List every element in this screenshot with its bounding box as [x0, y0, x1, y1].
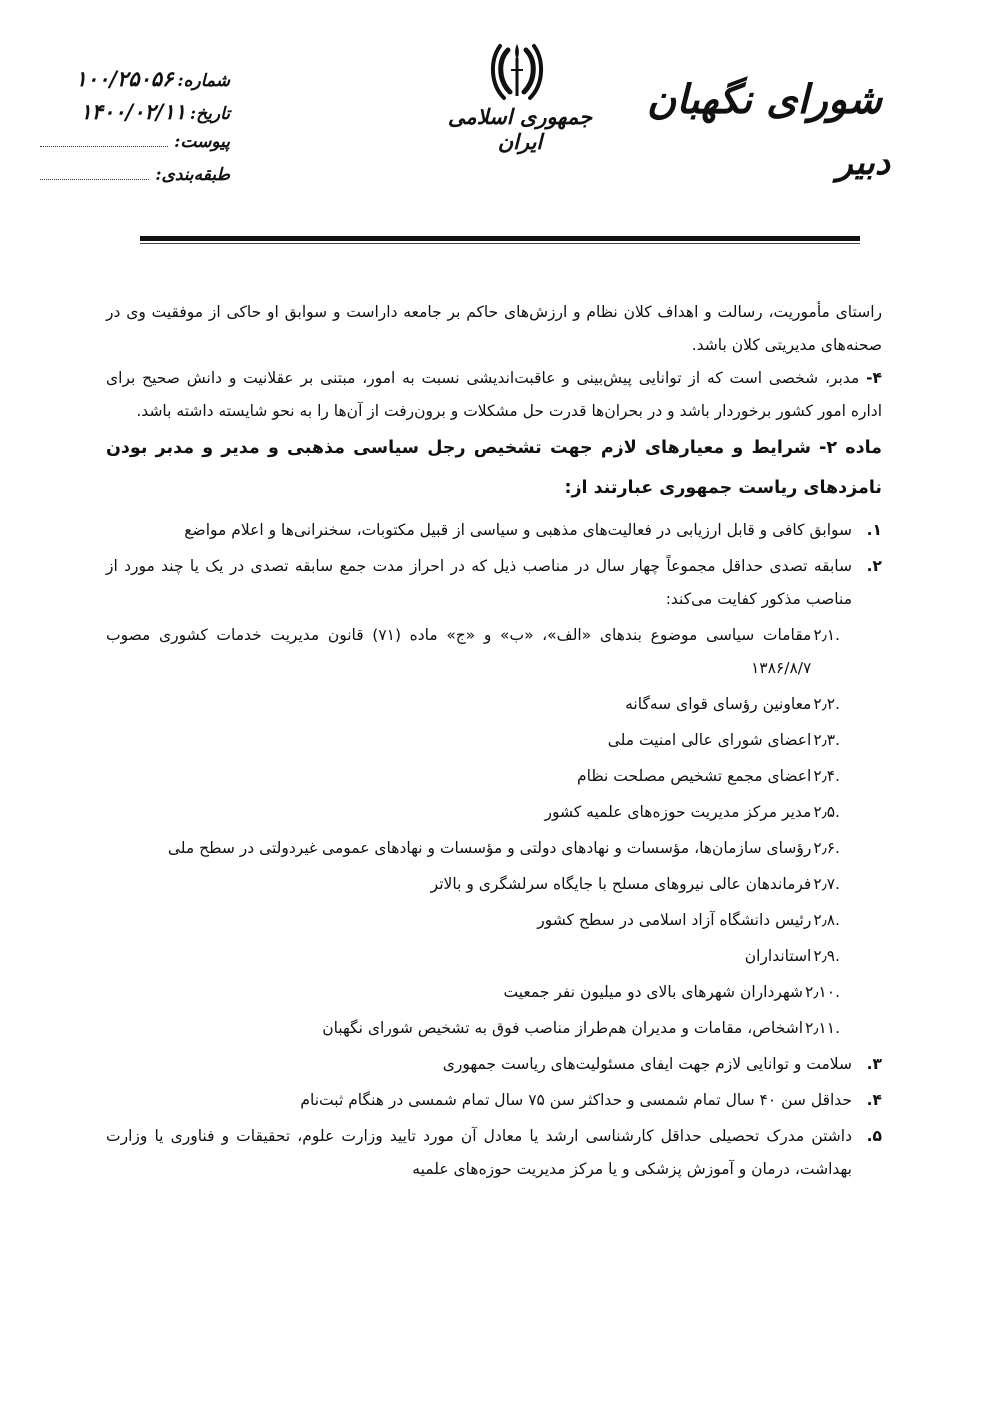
classification-label: طبقه‌بندی: — [155, 165, 230, 185]
list-item-text: سوابق کافی و قابل ارزیابی در فعالیت‌های مذهبی و سیاسی از قبیل مکتوبات، سخنرانی‌ها و اعلام مواضع — [184, 521, 852, 539]
article-2-number: ماده ۲- — [819, 438, 883, 458]
attachment-label: پیوست: — [174, 132, 230, 152]
header-divider — [140, 236, 860, 241]
document-body — [106, 296, 882, 1189]
sublist-item-text: فرماندهان عالی نیروهای مسلح با جایگاه سرلشگری و بالاتر — [430, 875, 812, 893]
sublist-item-number: ۲٫۵. — [813, 803, 840, 821]
number-label: شماره: — [177, 71, 230, 91]
classification-row — [40, 165, 230, 198]
sublist-item-text: مقامات سیاسی موضوع بندهای «الف»، «ب» و «ج» ماده (۷۱) قانون مدیریت خدمات کشوری مصوب ۱۳۸۶/۸/۷ — [106, 626, 812, 677]
date-value: ۱۴۰۰/۰۲/۱۱ — [80, 99, 186, 124]
office-title: دبیر — [836, 143, 890, 183]
sublist-item — [106, 868, 840, 901]
sublist-item — [106, 619, 840, 685]
list-item-number: ۳. — [866, 1055, 882, 1073]
sublist-item — [106, 796, 840, 829]
list-item — [106, 1048, 882, 1081]
sublist-item-number: ۲٫۱۰. — [805, 983, 840, 1001]
sublist-item-number: ۲٫۲. — [813, 695, 840, 713]
list-item-text: داشتن مدرک تحصیلی حداقل کارشناسی ارشد یا معادل آن مورد تایید وزارت علوم، تحقیقات و فناوری یا وزارت بهداشت، درمان و آموزش پزشکی و یا مرکز مدیریت حوزه‌های علمیه — [106, 1127, 852, 1178]
sublist-item — [106, 688, 840, 721]
letter-metadata — [40, 66, 230, 198]
list-item-text: سابقه تصدی حداقل مجموعاً چهار سال در مناصب ذیل که در احراز مدت جمع سابقه تصدی در یک یا چند مورد از مناصب مذکور کفایت می‌کند: — [106, 557, 852, 608]
attachment-row — [40, 132, 230, 165]
sublist-item-text: معاونین رؤسای قوای سه‌گانه — [625, 695, 812, 713]
list-item-text: حداقل سن ۴۰ سال تمام شمسی و حداکثر سن ۷۵ سال تمام شمسی در هنگام ثبت‌نام — [300, 1091, 852, 1109]
clause-4-text: مدبر، شخصی است که از توانایی پیش‌بینی و عاقبت‌اندیشی نسبت به امور، مبتنی بر عقلانیت و دانش صحیح برای اداره امور کشور برخوردار باشد و در بحران‌ها قدرت حل مشکلات و برون‌رفت از آن‌ها را به نحو شایسته داشته باشد. — [106, 369, 882, 420]
list-item — [106, 1120, 882, 1186]
criteria-list — [106, 514, 882, 1186]
classification-blank — [40, 167, 149, 180]
list-item-number: ۲. — [866, 557, 882, 575]
sublist-item-number: ۲٫۸. — [813, 911, 840, 929]
list-item-number: ۴. — [866, 1091, 882, 1109]
sublist-item-number: ۲٫۶. — [813, 839, 840, 857]
sublist-item-number: ۲٫۹. — [813, 947, 840, 965]
article-2-text: شرایط و معیارهای لازم جهت تشخیص رجل سیاسی مذهبی و مدیر و مدبر بودن نامزدهای ریاست جمهوری عبارتند از: — [106, 438, 882, 498]
date-row — [40, 99, 230, 132]
iran-emblem-icon — [488, 40, 546, 102]
sublist-item-text: رؤسای سازمان‌ها، مؤسسات و نهادهای دولتی و مؤسسات و نهادهای عمومی غیردولتی در سطح ملی — [167, 839, 812, 857]
sublist-item-number: ۲٫۴. — [813, 767, 840, 785]
number-row — [40, 66, 230, 99]
sublist-item-text: استانداران — [744, 947, 812, 965]
clause-4-paragraph — [106, 362, 882, 428]
organization-title: شورای نگهبان — [646, 76, 882, 123]
republic-title: جمهوری اسلامی ایران — [447, 104, 593, 154]
sublist-item-text: اعضای شورای عالی امنیت ملی — [607, 731, 812, 749]
sublist-item-text: رئیس دانشگاه آزاد اسلامی در سطح کشور — [537, 911, 812, 929]
sublist-item — [106, 976, 840, 1009]
sublist-item-number: ۲٫۱. — [813, 626, 840, 644]
sublist-item-number: ۲٫۱۱. — [805, 1019, 840, 1037]
sublist-item-text: اعضای مجمع تشخیص مصلحت نظام — [577, 767, 812, 785]
sublist-item-text: مدیر مرکز مدیریت حوزه‌های علمیه کشور — [544, 803, 812, 821]
sublist-item-number: ۲٫۳. — [813, 731, 840, 749]
sublist-item — [106, 724, 840, 757]
sublist-item-text: اشخاص، مقامات و مدیران هم‌طراز مناصب فوق به تشخیص شورای نگهبان — [322, 1019, 804, 1037]
list-item-number: ۵. — [866, 1127, 882, 1145]
attachment-blank — [40, 134, 168, 147]
positions-sublist — [106, 619, 840, 1045]
list-item — [106, 550, 882, 616]
sublist-item — [106, 760, 840, 793]
list-item — [106, 514, 882, 547]
list-item — [106, 1084, 882, 1117]
sublist-item — [106, 832, 840, 865]
number-value: ۱۰۰/۲۵۰۵۶ — [75, 66, 174, 91]
intro-paragraph: راستای مأموریت، رسالت و اهداف کلان نظام و ارزش‌های حاکم بر جامعه داراست و سوابق او حاکی از موفقیت وی در صحنه‌های مدیریتی کلان باشد. — [106, 303, 882, 354]
list-item-number: ۱. — [866, 521, 882, 539]
sublist-item-text: شهرداران شهرهای بالای دو میلیون نفر جمعیت — [503, 983, 804, 1001]
sublist-item — [106, 1012, 840, 1045]
clause-4-number: ۴- — [866, 369, 882, 387]
list-item-text: سلامت و توانایی لازم جهت ایفای مسئولیت‌های ریاست جمهوری — [442, 1055, 852, 1073]
sublist-item — [106, 940, 840, 973]
sublist-item-number: ۲٫۷. — [813, 875, 840, 893]
sublist-item — [106, 904, 840, 937]
article-2-heading — [106, 428, 882, 508]
date-label: تاریخ: — [189, 104, 230, 124]
